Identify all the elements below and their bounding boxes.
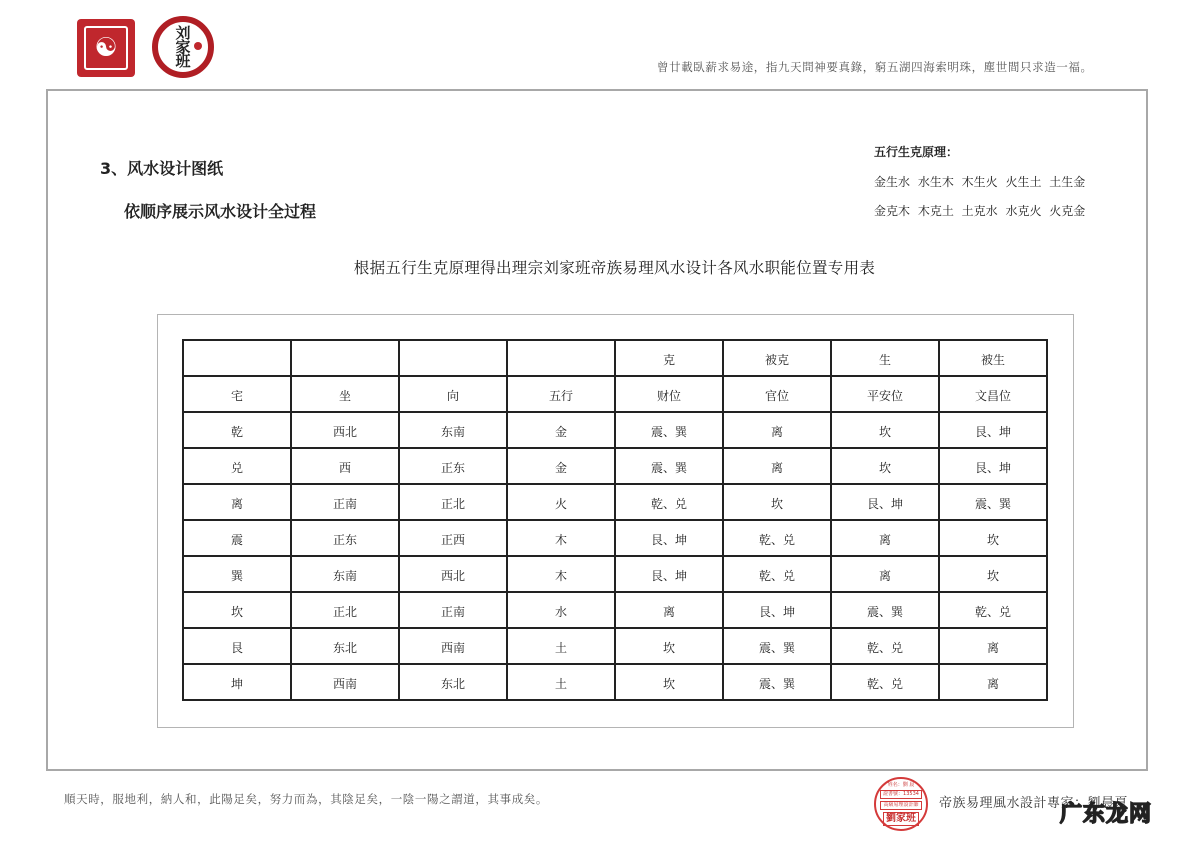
table-cell: 震、巽 <box>615 412 723 448</box>
table-cell: 坎 <box>939 556 1047 592</box>
table-cell: 正北 <box>291 592 399 628</box>
seal-line: 高級易理設計師 <box>880 801 921 810</box>
section-subtitle: 依顺序展示风水设计全过程 <box>124 202 317 221</box>
relation-header-row <box>183 340 1047 376</box>
table-cell: 离 <box>183 484 291 520</box>
table-row <box>183 448 1047 484</box>
table-cell: 正东 <box>399 448 507 484</box>
logo-char: 家 <box>175 38 191 56</box>
brand-logo-circle <box>152 16 214 78</box>
table-cell: 离 <box>723 448 831 484</box>
logo-char: 刘 <box>175 24 191 42</box>
table-cell: 离 <box>939 628 1047 664</box>
site-watermark: 广东龙网 <box>1060 802 1153 827</box>
table-cell: 金 <box>507 448 615 484</box>
table-cell: 生 <box>831 340 939 376</box>
table-cell: 克 <box>615 340 723 376</box>
table-cell: 巽 <box>183 556 291 592</box>
table-cell: 宅 <box>183 376 291 412</box>
table-cell: 正南 <box>291 484 399 520</box>
header-motto: 曾廿載臥薪求易途，指九天問神要真錄，窮五湖四海索明珠，塵世間只求造一福。 <box>657 60 1093 74</box>
table-cell: 坎 <box>183 592 291 628</box>
table-cell: 乾、兑 <box>723 556 831 592</box>
brand-logo-square <box>77 19 135 77</box>
table-cell: 土 <box>507 664 615 700</box>
table-cell: 震、巽 <box>939 484 1047 520</box>
table-cell: 艮、坤 <box>831 484 939 520</box>
table-cell: 土 <box>507 628 615 664</box>
table-cell: 震、巽 <box>723 664 831 700</box>
seal-line: 姓名：劉 晨 <box>887 782 915 788</box>
table-cell: 五行 <box>507 376 615 412</box>
table-cell: 被生 <box>939 340 1047 376</box>
table-cell: 离 <box>723 412 831 448</box>
seal-name: 劉家班 <box>883 812 919 826</box>
table-cell: 离 <box>831 520 939 556</box>
principles-ke: 金克木 木克土 土克水 水克火 火克金 <box>874 204 1086 218</box>
table-cell <box>399 340 507 376</box>
table-cell: 坎 <box>615 664 723 700</box>
table-cell: 离 <box>615 592 723 628</box>
table-cell: 官位 <box>723 376 831 412</box>
table-cell: 向 <box>399 376 507 412</box>
table-cell: 西南 <box>291 664 399 700</box>
table-row <box>183 664 1047 700</box>
table-cell: 西北 <box>399 556 507 592</box>
table-row <box>183 556 1047 592</box>
expert-signature: 帝族易理風水設計專家：劉晨夏 <box>939 796 1129 811</box>
fengshui-position-table <box>182 339 1048 701</box>
table-title: 根据五行生克原理得出理宗刘家班帝族易理风水设计各风水职能位置专用表 <box>353 259 876 277</box>
table-cell: 艮、坤 <box>939 448 1047 484</box>
table-cell: 西 <box>291 448 399 484</box>
table-cell: 坐 <box>291 376 399 412</box>
table-cell: 艮、坤 <box>723 592 831 628</box>
table-cell: 被克 <box>723 340 831 376</box>
table-cell: 东北 <box>399 664 507 700</box>
logo-char: 班 <box>175 52 191 70</box>
table-cell: 西北 <box>291 412 399 448</box>
table-cell: 震、巽 <box>831 592 939 628</box>
table-row <box>183 484 1047 520</box>
table-cell: 离 <box>831 556 939 592</box>
section-title: 3、风水设计图纸 <box>100 159 224 178</box>
table-cell: 震 <box>183 520 291 556</box>
seal-line: 證書號：13534 <box>880 790 922 799</box>
table-cell: 文昌位 <box>939 376 1047 412</box>
table-row <box>183 520 1047 556</box>
table-cell: 坎 <box>831 448 939 484</box>
table-cell: 木 <box>507 556 615 592</box>
column-header-row <box>183 376 1047 412</box>
table-cell: 火 <box>507 484 615 520</box>
table-cell: 正西 <box>399 520 507 556</box>
table-cell: 兑 <box>183 448 291 484</box>
table-cell <box>507 340 615 376</box>
table-cell: 西南 <box>399 628 507 664</box>
table-cell: 乾、兑 <box>615 484 723 520</box>
principles-sheng: 金生水 水生木 木生火 火生土 土生金 <box>874 175 1086 189</box>
table-cell: 乾、兑 <box>831 664 939 700</box>
table-cell: 坤 <box>183 664 291 700</box>
table-cell <box>291 340 399 376</box>
table-cell: 正南 <box>399 592 507 628</box>
table-cell: 震、巽 <box>723 628 831 664</box>
footer-motto: 順天時，服地利，納人和，此陽足矣，努力而為，其陰足矣，一陰一陽之謂道，其事成矣。 <box>64 792 548 806</box>
table-cell: 艮、坤 <box>939 412 1047 448</box>
table-cell: 正北 <box>399 484 507 520</box>
table-cell: 东北 <box>291 628 399 664</box>
table-cell: 震、巽 <box>615 448 723 484</box>
table-cell: 艮、坤 <box>615 556 723 592</box>
yin-yang-icon: ☯ <box>84 26 128 70</box>
table-cell: 坎 <box>723 484 831 520</box>
table-row <box>183 628 1047 664</box>
principles-title: 五行生克原理： <box>874 145 959 159</box>
table-cell: 东南 <box>399 412 507 448</box>
table-cell: 东南 <box>291 556 399 592</box>
table-cell: 艮 <box>183 628 291 664</box>
table-cell: 乾、兑 <box>723 520 831 556</box>
table-row <box>183 592 1047 628</box>
table-cell: 坎 <box>939 520 1047 556</box>
table-cell: 坎 <box>831 412 939 448</box>
table-cell: 水 <box>507 592 615 628</box>
table-title-wrap <box>0 256 1191 278</box>
table-cell <box>183 340 291 376</box>
table-cell: 艮、坤 <box>615 520 723 556</box>
table-row <box>183 412 1047 448</box>
seal-dot-icon <box>194 42 202 50</box>
table-cell: 木 <box>507 520 615 556</box>
designer-seal-stamp <box>874 777 928 831</box>
table-cell: 平安位 <box>831 376 939 412</box>
table-cell: 坎 <box>615 628 723 664</box>
table-cell: 乾、兑 <box>831 628 939 664</box>
table-cell: 财位 <box>615 376 723 412</box>
table-cell: 正东 <box>291 520 399 556</box>
table-cell: 乾 <box>183 412 291 448</box>
table-cell: 离 <box>939 664 1047 700</box>
table-cell: 金 <box>507 412 615 448</box>
table-cell: 乾、兑 <box>939 592 1047 628</box>
